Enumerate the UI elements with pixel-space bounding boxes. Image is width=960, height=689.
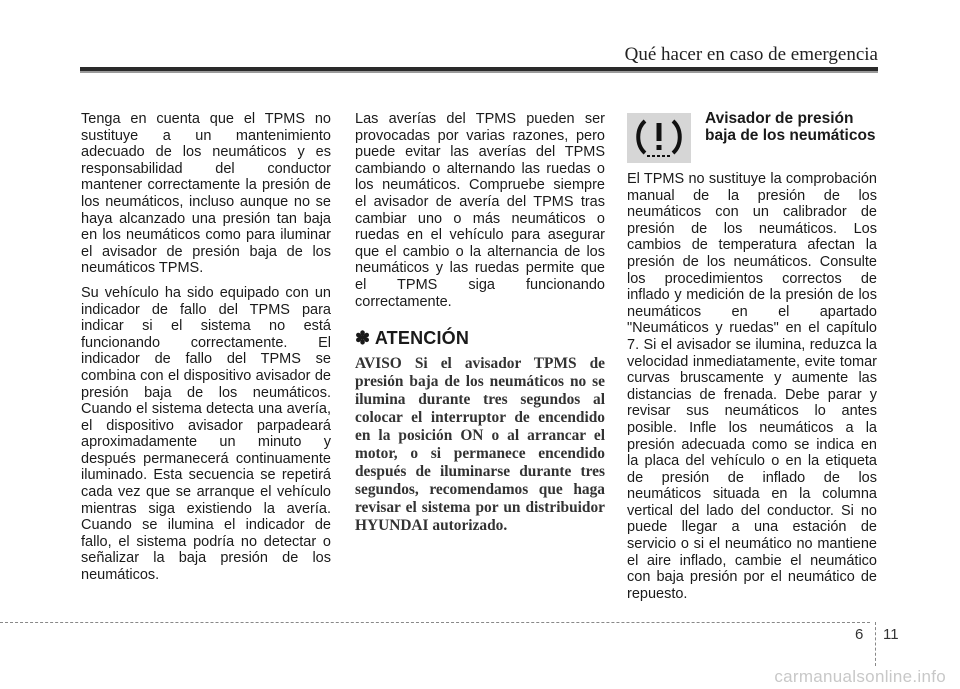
header-rule-shadow (80, 71, 878, 73)
column-middle (355, 111, 605, 535)
tpms-warning-block (627, 111, 877, 163)
paragraph: Su vehículo ha sido equipado con un indicador de fallo del TPMS para indicar si el sistema no está funcionando correctamente. El indicador de fallo del TPMS se combina con el dispositivo avisador de presión baja de los neumáticos. Cuando el sistema detecta una avería, el dispositivo avisador parpadeará aproximadamente un minuto y después permanecerá continuamente iluminado. Esta secuencia se repetirá cada vez que se arranque el vehículo mientras siga existiendo la avería. Cuando se ilumina el indicador de fallo, el sistema podría no detectar o señalizar la baja presión de los neumáticos. (81, 284, 331, 584)
column-right (627, 111, 877, 610)
page-header-title: Qué hacer en caso de emergencia (624, 44, 878, 65)
attention-title: ✽ ATENCIÓN (355, 328, 470, 349)
column-left (81, 111, 331, 592)
page-number: 11 (883, 626, 899, 643)
paragraph: Las averías del TPMS pueden ser provocadas por varias razones, pero puede evitar las averías del TPMS cambiando o alternando las ruedas o los neumáticos. Compruebe siempre el avisador de avería del TPMS tras cambiar uno o más neumáticos o ruedas en el vehículo para asegurar que el cambio o la alternancia de los neumáticos y las ruedas permite que el TPMS siga funcionando correctamente. (355, 111, 605, 310)
attention-text: AVISO Si el avisador TPMS de presión baja de los neumáticos no se ilumina durante tres segundos al colocar el interruptor de encendido en la posición ON o al arrancar el motor, o si permanece encendido después de iluminarse durante tres segundos, recomendamos que haga revisar el sistema por un distribuidor HYUNDAI autorizado. (355, 354, 605, 534)
paragraph: El TPMS no sustituye la comprobación manual de la presión de los neumáticos con un calibrador de presión de los neumáticos. Los cambios de temperatura afectan la presión de los neumáticos. Consulte los procedimientos correctos de inflado y medición de la presión de los neumáticos en el apartado "Neumáticos y ruedas" en el capítulo 7. Si el avisador se ilumina, reduzca la velocidad inmediatamente, evite tomar curvas bruscamente y aumente las distancias de frenada. Debe parar y revisar sus neumáticos lo antes posible. Infle los neumáticos a la presión adecuada como se indica en la placa del vehículo o en la etiqueta de presión de inflado de los neumáticos situada en la columna vertical del lado del conductor. Si no puede llegar a una estación de servicio o si el neumático no mantiene el aire inflado, cambie el neumático con baja presión por el neumático de repuesto. (627, 171, 877, 602)
tpms-warning-icon (627, 113, 691, 163)
watermark: carmanualsonline.info (774, 667, 946, 686)
paragraph: Tenga en cuenta que el TPMS no sustituye a un mantenimiento adecuado de los neumáticos y es responsabilidad del conductor mantener correctamente la presión de los neumáticos, incluso aunque no se haya alcanzado una presión tan baja en los neumáticos como para iluminar el avisador de presión baja de los neumáticos TPMS. (81, 111, 331, 277)
footer-separator (875, 622, 876, 666)
tpms-warning-heading: Avisador de presión baja de los neumáticos (705, 110, 876, 144)
footer-rule (0, 622, 870, 623)
chapter-number: 6 (855, 626, 864, 643)
